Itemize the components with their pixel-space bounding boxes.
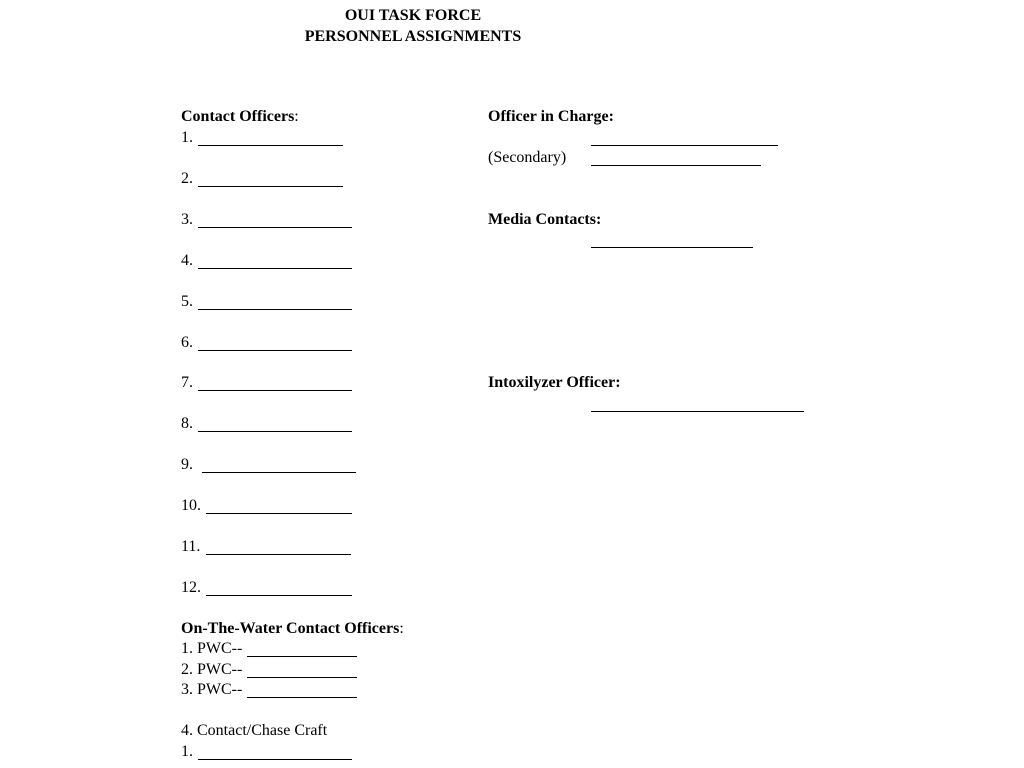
contact-officer-blank-4[interactable] (198, 268, 352, 269)
contact-officers-heading-text: Contact Officers (181, 108, 295, 125)
pwc-item-1: 1. PWC-- (181, 640, 243, 657)
chase-craft-heading: 4. Contact/Chase Craft (181, 722, 328, 739)
contact-officer-number-12: 12. (181, 579, 201, 596)
secondary-label: (Secondary) (488, 149, 567, 166)
contact-officer-number-1: 1. (181, 129, 193, 146)
contact-officer-number-10: 10. (181, 497, 201, 514)
pwc-blank-1[interactable] (247, 656, 357, 657)
contact-officers-heading (181, 107, 299, 127)
contact-officer-blank-8[interactable] (198, 431, 352, 432)
document-title (0, 5, 826, 47)
media-contacts-heading: Media Contacts: (488, 211, 602, 228)
contact-officer-number-9: 9. (181, 456, 193, 473)
contact-officers-heading-colon: : (294, 108, 299, 125)
officer-in-charge-heading: Officer in Charge: (488, 108, 614, 125)
pwc-blank-3[interactable] (247, 697, 357, 698)
contact-officer-blank-2[interactable] (198, 186, 343, 187)
media-contacts-blank[interactable] (591, 247, 753, 248)
contact-officer-blank-10[interactable] (206, 513, 352, 514)
contact-officer-blank-9[interactable] (202, 472, 356, 473)
pwc-blank-2[interactable] (247, 677, 357, 678)
pwc-item-2: 2. PWC-- (181, 661, 243, 678)
contact-officer-number-4: 4. (181, 252, 193, 269)
secondary-officer-blank[interactable] (591, 165, 761, 166)
on-water-heading-text: On-The-Water Contact Officers (181, 620, 400, 637)
intoxilyzer-officer-blank[interactable] (591, 411, 804, 412)
chase-craft-number-1: 1. (181, 743, 193, 760)
contact-officer-number-2: 2. (181, 170, 193, 187)
contact-officer-number-11: 11. (181, 538, 201, 555)
contact-officer-blank-5[interactable] (198, 309, 352, 310)
contact-officer-number-6: 6. (181, 334, 193, 351)
on-water-heading-colon: : (399, 620, 404, 637)
title-line-2: PERSONNEL ASSIGNMENTS (304, 28, 522, 45)
chase-craft-blank-1[interactable] (198, 759, 352, 760)
contact-officer-number-5: 5. (181, 293, 193, 310)
contact-officer-blank-7[interactable] (198, 390, 352, 391)
contact-officer-number-3: 3. (181, 211, 193, 228)
contact-officer-blank-12[interactable] (206, 595, 352, 596)
contact-officer-number-7: 7. (181, 374, 193, 391)
contact-officer-blank-1[interactable] (198, 145, 343, 146)
officer-in-charge-blank[interactable] (591, 145, 778, 146)
contact-officer-blank-11[interactable] (206, 554, 351, 555)
on-water-heading (181, 619, 404, 639)
contact-officer-number-8: 8. (181, 415, 193, 432)
pwc-item-3: 3. PWC-- (181, 681, 243, 698)
title-line-1: OUI TASK FORCE (344, 7, 482, 24)
contact-officer-blank-3[interactable] (198, 227, 352, 228)
contact-officer-blank-6[interactable] (198, 350, 352, 351)
intoxilyzer-officer-heading: Intoxilyzer Officer: (488, 374, 621, 391)
